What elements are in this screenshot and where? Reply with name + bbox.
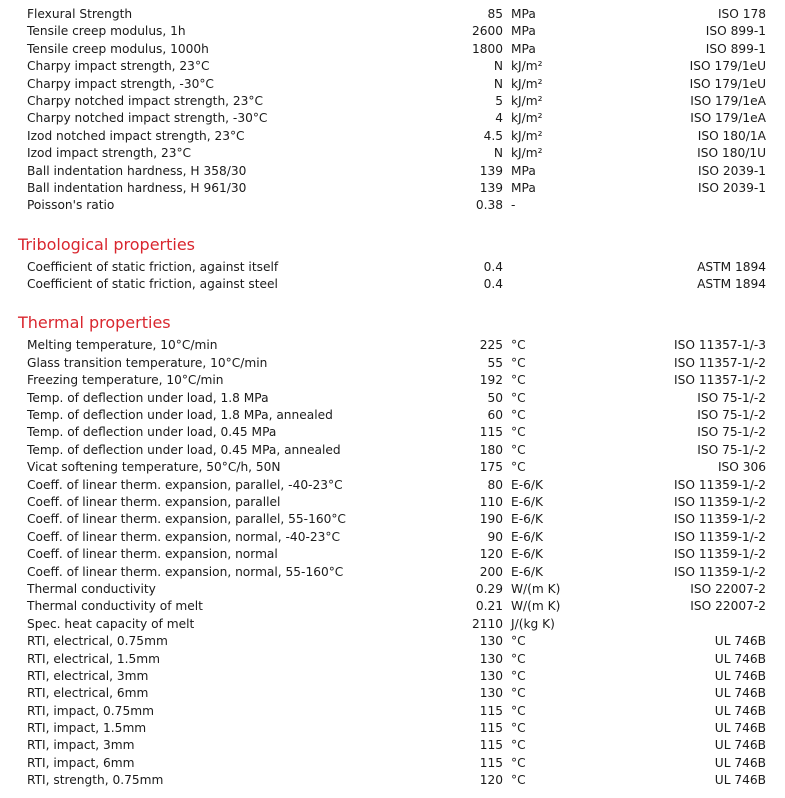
property-value: 60 [487,408,503,423]
property-value: 180 [479,442,503,457]
property-value: 4.5 [483,128,503,143]
property-unit: kJ/m² [511,76,543,91]
test-standard: UL 746B [714,773,766,788]
property-value: 175 [479,460,503,475]
property-unit: W/(m K) [511,581,561,596]
property-unit: E-6/K [511,564,543,579]
property-row [0,163,785,180]
test-standard: ISO 11359-1/-2 [674,477,766,492]
property-row [0,93,785,110]
property-label: Temp. of deflection under load, 0.45 MPa [27,425,277,440]
property-value: 0.4 [483,259,503,274]
property-label: Vicat softening temperature, 50°C/h, 50N [27,460,281,475]
property-row [0,651,785,668]
property-value: 5 [495,93,503,108]
property-label: Ball indentation hardness, H 961/30 [27,180,247,195]
property-value: 130 [479,686,503,701]
test-standard: ISO 11359-1/-2 [674,494,766,509]
property-unit: °C [511,686,526,701]
property-unit: E-6/K [511,512,543,527]
property-label: Freezing temperature, 10°C/min [27,373,224,388]
property-label: RTI, impact, 1.5mm [27,721,147,736]
property-label: Charpy impact strength, 23°C [27,59,210,74]
property-unit: kJ/m² [511,111,543,126]
property-label: Charpy notched impact strength, -30°C [27,111,268,126]
property-label: Melting temperature, 10°C/min [27,338,218,353]
property-value: 1800 [471,41,503,56]
property-value: N [493,59,503,74]
property-unit: °C [511,442,526,457]
property-label: Tensile creep modulus, 1h [27,24,186,39]
property-value: 115 [479,738,503,753]
property-value: 200 [479,564,503,579]
test-standard: ISO 11359-1/-2 [674,547,766,562]
property-value: 0.4 [483,277,503,292]
test-standard: UL 746B [714,703,766,718]
property-row [0,772,785,789]
property-unit: W/(m K) [511,599,561,614]
test-standard: ISO 75-1/-2 [697,390,766,405]
test-standard: ISO 2039-1 [698,180,766,195]
property-value: 50 [487,390,503,405]
test-standard: ISO 11359-1/-2 [674,564,766,579]
test-standard: UL 746B [714,721,766,736]
property-label: Coeff. of linear therm. expansion, parallel, 55-160°C [27,512,346,527]
property-value: 80 [487,477,503,492]
property-value: 139 [479,163,503,178]
property-value: 115 [479,425,503,440]
test-standard: ISO 899-1 [705,41,766,56]
property-unit: MPa [511,24,536,39]
property-unit: E-6/K [511,494,543,509]
test-standard: ISO 179/1eU [689,76,766,91]
property-row [0,442,785,459]
property-value: 115 [479,721,503,736]
test-standard: ISO 22007-2 [690,599,766,614]
property-row [0,581,785,598]
property-row [0,355,785,372]
test-standard: ISO 75-1/-2 [697,442,766,457]
property-value: N [493,76,503,91]
property-row [0,41,785,58]
property-row [0,76,785,93]
property-row [0,720,785,737]
property-row [0,276,785,293]
property-value: 192 [479,373,503,388]
test-standard: ISO 179/1eA [690,93,766,108]
property-unit: °C [511,373,526,388]
property-unit: °C [511,703,526,718]
test-standard: ISO 179/1eU [689,59,766,74]
property-value: 2600 [471,24,503,39]
property-value: 0.38 [475,198,503,213]
test-standard: ASTM 1894 [697,277,766,292]
property-value: 2110 [471,616,503,631]
property-row [0,58,785,75]
test-standard: ISO 179/1eA [690,111,766,126]
property-label: Coeff. of linear therm. expansion, parallel, -40-23°C [27,477,343,492]
test-standard: ISO 178 [717,7,766,21]
property-value: 4 [495,111,503,126]
property-value: 115 [479,703,503,718]
test-standard: ISO 75-1/-2 [697,425,766,440]
property-unit: E-6/K [511,547,543,562]
property-row [0,372,785,389]
test-standard: UL 746B [714,686,766,701]
property-unit: kJ/m² [511,93,543,108]
property-row [0,197,785,214]
property-unit: °C [511,338,526,353]
property-label: Izod notched impact strength, 23°C [27,128,245,143]
property-label: Coeff. of linear therm. expansion, normal, 55-160°C [27,564,344,579]
property-row [0,390,785,407]
property-row [0,477,785,494]
test-standard: ISO 180/1A [697,128,766,143]
property-unit: MPa [511,163,536,178]
property-unit: °C [511,634,526,649]
test-standard: ISO 11357-1/-2 [674,373,766,388]
test-standard: ISO 11359-1/-2 [674,512,766,527]
property-label: RTI, electrical, 3mm [27,668,149,683]
test-standard: ISO 22007-2 [690,581,766,596]
test-standard: UL 746B [714,755,766,770]
property-unit: MPa [511,7,536,21]
property-value: 130 [479,651,503,666]
property-value: 90 [487,529,503,544]
property-label: Coeff. of linear therm. expansion, normal, -40-23°C [27,529,340,544]
property-unit: °C [511,408,526,423]
property-label: Charpy notched impact strength, 23°C [27,93,264,108]
property-unit: E-6/K [511,477,543,492]
section-heading: Tribological properties [18,234,196,254]
test-standard: ISO 75-1/-2 [697,408,766,423]
property-row [0,180,785,197]
property-label: Flexural Strength [27,7,133,21]
property-unit: °C [511,668,526,683]
property-row [0,668,785,685]
property-unit: °C [511,355,526,370]
property-row [0,703,785,720]
property-row [0,616,785,633]
property-row [0,23,785,40]
property-label: Coefficient of static friction, against itself [27,259,279,274]
property-unit: MPa [511,41,536,56]
property-value: 130 [479,668,503,683]
test-standard: UL 746B [714,738,766,753]
property-row [0,755,785,772]
property-row [0,259,785,276]
property-value: 85 [487,7,503,21]
property-unit: °C [511,460,526,475]
property-row [0,598,785,615]
property-value: 110 [479,494,503,509]
property-row [0,737,785,754]
property-row [0,110,785,127]
property-unit: - [511,198,516,213]
property-value: 55 [487,355,503,370]
test-standard: ISO 2039-1 [698,163,766,178]
property-label: Temp. of deflection under load, 1.8 MPa, annealed [27,408,333,423]
property-unit: °C [511,755,526,770]
properties-datasheet [0,6,785,790]
property-row [0,407,785,424]
property-label: Charpy impact strength, -30°C [27,76,214,91]
property-unit: °C [511,651,526,666]
test-standard: UL 746B [714,651,766,666]
property-value: 120 [479,547,503,562]
property-value: 139 [479,180,503,195]
property-unit: kJ/m² [511,128,543,143]
section-heading: Thermal properties [18,313,171,333]
property-value: N [493,146,503,161]
property-label: Thermal conductivity [27,581,156,596]
property-row [0,145,785,162]
property-label: Ball indentation hardness, H 358/30 [27,163,247,178]
property-value: 130 [479,634,503,649]
property-unit: kJ/m² [511,59,543,74]
property-unit: °C [511,390,526,405]
property-unit: E-6/K [511,529,543,544]
property-value: 0.21 [475,599,503,614]
property-value: 120 [479,773,503,788]
property-row [0,6,785,23]
test-standard: ISO 11359-1/-2 [674,529,766,544]
property-unit: MPa [511,180,536,195]
property-label: Coeff. of linear therm. expansion, normal [27,547,278,562]
property-row [0,685,785,702]
property-unit: °C [511,738,526,753]
property-section [0,313,785,789]
property-row [0,529,785,546]
property-row [0,633,785,650]
property-row [0,511,785,528]
test-standard: ISO 180/1U [697,146,766,161]
property-unit: °C [511,425,526,440]
property-unit: kJ/m² [511,146,543,161]
property-row [0,459,785,476]
property-label: Poisson's ratio [27,198,115,213]
property-label: RTI, electrical, 0.75mm [27,634,168,649]
property-row [0,337,785,354]
property-label: RTI, electrical, 6mm [27,686,149,701]
test-standard: ISO 306 [717,460,766,475]
property-section [0,6,785,215]
test-standard: ASTM 1894 [697,259,766,274]
property-label: Coefficient of static friction, against steel [27,277,278,292]
property-unit: °C [511,721,526,736]
property-label: Izod impact strength, 23°C [27,146,192,161]
test-standard: ISO 11357-1/-2 [674,355,766,370]
property-label: Tensile creep modulus, 1000h [27,41,209,56]
property-value: 190 [479,512,503,527]
property-section [0,235,785,294]
property-label: Thermal conductivity of melt [27,599,203,614]
property-label: Temp. of deflection under load, 1.8 MPa [27,390,269,405]
property-row [0,494,785,511]
property-row [0,128,785,145]
property-label: Temp. of deflection under load, 0.45 MPa, annealed [27,442,341,457]
property-value: 115 [479,755,503,770]
property-label: RTI, impact, 3mm [27,738,135,753]
property-unit: J/(kg K) [511,616,555,631]
property-label: Spec. heat capacity of melt [27,616,195,631]
test-standard: ISO 11357-1/-3 [674,338,766,353]
property-label: RTI, strength, 0.75mm [27,773,164,788]
property-unit: °C [511,773,526,788]
property-row [0,424,785,441]
property-label: RTI, electrical, 1.5mm [27,651,161,666]
property-label: Glass transition temperature, 10°C/min [27,355,268,370]
property-label: RTI, impact, 0.75mm [27,703,154,718]
property-label: RTI, impact, 6mm [27,755,135,770]
property-row [0,546,785,563]
test-standard: ISO 899-1 [705,24,766,39]
test-standard: UL 746B [714,634,766,649]
property-label: Coeff. of linear therm. expansion, parallel [27,494,281,509]
test-standard: UL 746B [714,668,766,683]
property-row [0,564,785,581]
property-value: 225 [479,338,503,353]
property-value: 0.29 [475,581,503,596]
